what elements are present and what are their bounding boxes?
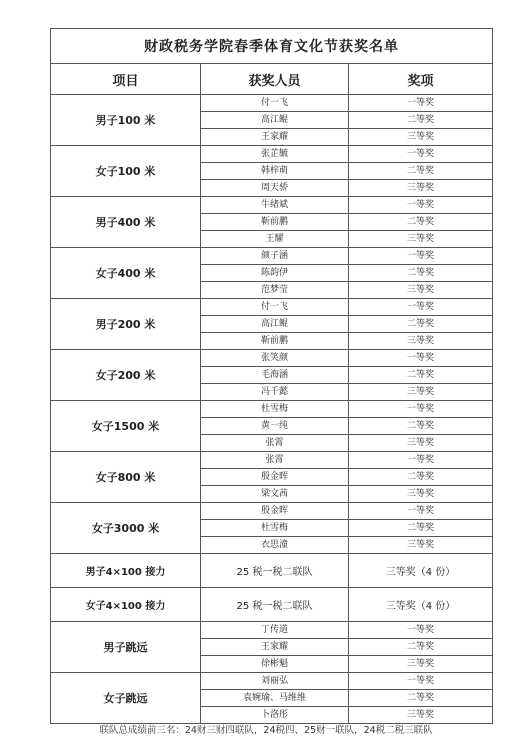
award-cell: 二等奖 bbox=[349, 367, 493, 384]
award-cell: 一等奖 bbox=[349, 299, 493, 316]
winner-cell: 黄一纯 bbox=[201, 418, 349, 435]
winner-cell: 张霄 bbox=[201, 452, 349, 469]
award-cell: 二等奖 bbox=[349, 520, 493, 537]
table-row bbox=[51, 299, 493, 316]
award-cell: 一等奖 bbox=[349, 401, 493, 418]
event-cell: 女子100 米 bbox=[51, 146, 201, 197]
winner-cell: 王耀 bbox=[201, 231, 349, 248]
table-row bbox=[51, 401, 493, 418]
winner-cell: 袁婉瑜、马维维 bbox=[201, 690, 349, 707]
award-cell: 二等奖 bbox=[349, 214, 493, 231]
award-cell: 一等奖 bbox=[349, 673, 493, 690]
award-table-body bbox=[51, 95, 493, 724]
award-cell: 二等奖 bbox=[349, 690, 493, 707]
winner-cell: 25 税一税二联队 bbox=[201, 588, 349, 622]
winner-cell: 毛海涵 bbox=[201, 367, 349, 384]
table-row bbox=[51, 503, 493, 520]
table-row bbox=[51, 350, 493, 367]
winner-cell: 颜子涵 bbox=[201, 248, 349, 265]
award-cell: 三等奖 bbox=[349, 486, 493, 503]
winner-cell: 陈韵伊 bbox=[201, 265, 349, 282]
award-cell: 一等奖 bbox=[349, 452, 493, 469]
winner-cell: 高江鲲 bbox=[201, 316, 349, 333]
event-cell: 女子4×100 接力 bbox=[51, 588, 201, 622]
award-cell: 三等奖 bbox=[349, 435, 493, 452]
table-row bbox=[51, 95, 493, 112]
winner-cell: 王家耀 bbox=[201, 129, 349, 146]
award-cell: 二等奖 bbox=[349, 469, 493, 486]
table-row bbox=[51, 554, 493, 588]
winner-cell: 韩梓萌 bbox=[201, 163, 349, 180]
event-cell: 女子200 米 bbox=[51, 350, 201, 401]
winner-cell: 牛绪斌 bbox=[201, 197, 349, 214]
award-cell: 三等奖 bbox=[349, 282, 493, 299]
award-cell: 三等奖 bbox=[349, 656, 493, 673]
event-cell: 男子100 米 bbox=[51, 95, 201, 146]
winner-cell: 殷金晖 bbox=[201, 503, 349, 520]
table-row bbox=[51, 248, 493, 265]
award-cell: 三等奖 bbox=[349, 333, 493, 350]
award-cell: 一等奖 bbox=[349, 503, 493, 520]
award-sheet bbox=[50, 28, 492, 724]
winner-cell: 张霄 bbox=[201, 435, 349, 452]
event-cell: 女子1500 米 bbox=[51, 401, 201, 452]
footer-note: 联队总成绩前三名：24财三财四联队，24税四、25财一联队，24税二税三联队 bbox=[99, 725, 433, 736]
winner-cell: 靳前鹏 bbox=[201, 333, 349, 350]
table-row bbox=[51, 588, 493, 622]
award-cell: 一等奖 bbox=[349, 248, 493, 265]
award-cell: 二等奖 bbox=[349, 112, 493, 129]
event-cell: 女子3000 米 bbox=[51, 503, 201, 554]
event-cell: 男子200 米 bbox=[51, 299, 201, 350]
award-cell: 一等奖 bbox=[349, 622, 493, 639]
winner-cell: 梁文茜 bbox=[201, 486, 349, 503]
winner-cell: 范梦莹 bbox=[201, 282, 349, 299]
table-row bbox=[51, 197, 493, 214]
event-cell: 男子跳远 bbox=[51, 622, 201, 673]
winner-cell: 付一飞 bbox=[201, 95, 349, 112]
award-cell: 二等奖 bbox=[349, 265, 493, 282]
table-row bbox=[51, 452, 493, 469]
event-cell: 男子4×100 接力 bbox=[51, 554, 201, 588]
winner-cell: 丁传道 bbox=[201, 622, 349, 639]
winner-cell: 张笑颜 bbox=[201, 350, 349, 367]
award-cell: 三等奖（4 份） bbox=[349, 554, 493, 588]
award-cell: 三等奖 bbox=[349, 384, 493, 401]
award-cell: 一等奖 bbox=[349, 197, 493, 214]
winner-cell: 25 税一税二联队 bbox=[201, 554, 349, 588]
winner-cell: 衣思潼 bbox=[201, 537, 349, 554]
event-cell: 女子800 米 bbox=[51, 452, 201, 503]
header-winner: 获奖人员 bbox=[201, 64, 349, 95]
award-table bbox=[50, 28, 493, 724]
winner-cell: 周天骄 bbox=[201, 180, 349, 197]
winner-cell: 付一飞 bbox=[201, 299, 349, 316]
award-cell: 一等奖 bbox=[349, 146, 493, 163]
winner-cell: 卜洛彤 bbox=[201, 707, 349, 724]
winner-cell: 刘丽弘 bbox=[201, 673, 349, 690]
winner-cell: 张芷毓 bbox=[201, 146, 349, 163]
table-row bbox=[51, 622, 493, 639]
award-cell: 三等奖 bbox=[349, 707, 493, 724]
award-cell: 三等奖 bbox=[349, 129, 493, 146]
award-cell: 二等奖 bbox=[349, 418, 493, 435]
winner-cell: 靳前鹏 bbox=[201, 214, 349, 231]
award-cell: 三等奖（4 份） bbox=[349, 588, 493, 622]
table-row bbox=[51, 146, 493, 163]
award-cell: 二等奖 bbox=[349, 639, 493, 656]
header-event: 项目 bbox=[51, 64, 201, 95]
event-cell: 男子400 米 bbox=[51, 197, 201, 248]
award-cell: 二等奖 bbox=[349, 163, 493, 180]
event-cell: 女子跳远 bbox=[51, 673, 201, 724]
award-cell: 一等奖 bbox=[349, 350, 493, 367]
header-award: 奖项 bbox=[349, 64, 493, 95]
winner-cell: 徐彬魁 bbox=[201, 656, 349, 673]
award-cell: 二等奖 bbox=[349, 316, 493, 333]
winner-cell: 殷金晖 bbox=[201, 469, 349, 486]
award-cell: 三等奖 bbox=[349, 231, 493, 248]
table-row bbox=[51, 673, 493, 690]
page-title: 财政税务学院春季体育文化节获奖名单 bbox=[51, 29, 493, 64]
winner-cell: 王家耀 bbox=[201, 639, 349, 656]
award-cell: 一等奖 bbox=[349, 95, 493, 112]
winner-cell: 高江鲲 bbox=[201, 112, 349, 129]
award-cell: 三等奖 bbox=[349, 537, 493, 554]
winner-cell: 杜雪梅 bbox=[201, 401, 349, 418]
event-cell: 女子400 米 bbox=[51, 248, 201, 299]
award-cell: 三等奖 bbox=[349, 180, 493, 197]
winner-cell: 冯千懿 bbox=[201, 384, 349, 401]
winner-cell: 杜雪梅 bbox=[201, 520, 349, 537]
